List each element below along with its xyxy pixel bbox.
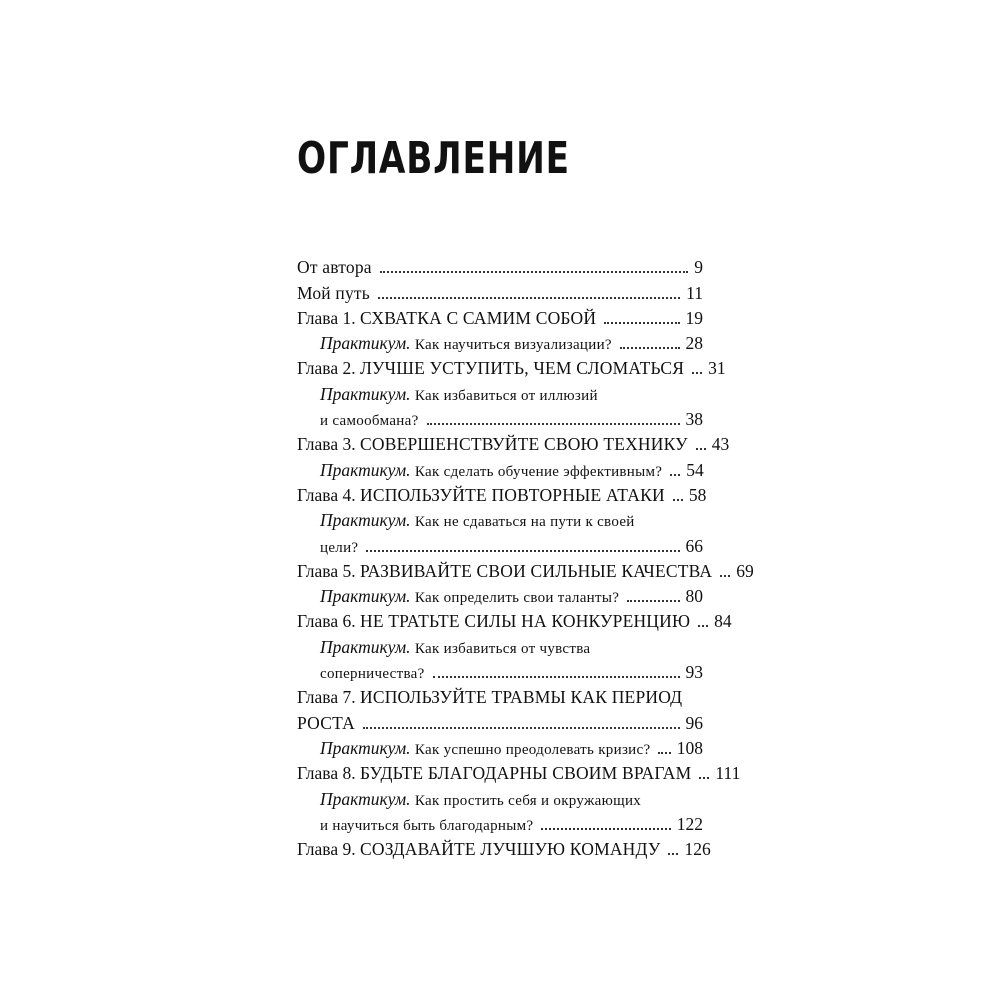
toc-entry [297, 304, 703, 329]
dot-leader [673, 499, 683, 501]
toc-entry-text [297, 434, 688, 455]
chapter-title: СХВАТКА С САМИМ СОБОЙ [359, 307, 597, 328]
dot-leader [363, 727, 680, 729]
toc-entry-text [297, 687, 682, 708]
practicum-title: Как простить себя и окружающих [414, 792, 642, 809]
practicum-text [320, 409, 419, 430]
practicum-title: Как определить свои таланты? [414, 590, 620, 607]
practicum-entry [297, 582, 703, 607]
practicum-text [320, 333, 612, 354]
practicum-title: и научиться быть благодарным? [320, 817, 534, 834]
toc-entry-text [297, 283, 370, 304]
table-of-contents [297, 253, 754, 860]
dot-leader [427, 423, 680, 425]
chapter-title: СОВЕРШЕНСТВУЙТЕ СВОЮ ТЕХНИКУ [359, 434, 688, 455]
chapter-title: ЛУЧШЕ УСТУПИТЬ, ЧЕМ СЛОМАТЬСЯ [359, 358, 685, 379]
page-number: 69 [736, 560, 754, 581]
toc-entry [297, 278, 703, 303]
practicum-text [320, 460, 662, 481]
chapter-title: НЕ ТРАТЬТЕ СИЛЫ НА КОНКУРЕНЦИЮ [359, 611, 691, 632]
toc-entry-continuation [297, 708, 703, 733]
toc-entry [297, 354, 726, 379]
practicum-title: Как избавиться от чувства [414, 640, 591, 657]
practicum-title: Как не сдаваться на пути к своей [414, 514, 635, 531]
practicum-text [320, 814, 533, 835]
toc-entry [297, 557, 754, 582]
practicum-prefix: Практикум. [320, 510, 411, 531]
chapter-title: ИСПОЛЬЗУЙТЕ ТРАВМЫ КАК ПЕРИОД [359, 687, 683, 708]
toc-entry [297, 481, 707, 506]
practicum-entry [297, 734, 703, 759]
practicum-prefix: Практикум. [320, 459, 411, 480]
practicum-text [320, 662, 425, 683]
practicum-entry [297, 379, 703, 404]
practicum-text [320, 384, 598, 405]
practicum-title: Как сделать обучение эффективным? [414, 463, 663, 480]
practicum-prefix: Практикум. [320, 788, 411, 809]
dot-leader [380, 271, 689, 273]
page-number: 54 [686, 459, 704, 480]
dot-leader [670, 474, 680, 476]
toc-entry-title: Мой путь [297, 282, 370, 303]
page-number: 38 [685, 409, 703, 430]
chapter-title: РАЗВИВАЙТЕ СВОИ СИЛЬНЫЕ КАЧЕСТВА [359, 560, 713, 581]
practicum-title: соперничества? [320, 666, 425, 683]
chapter-label: Глава 6. [297, 611, 356, 632]
dot-leader [698, 625, 708, 627]
dot-leader [366, 550, 679, 552]
toc-entry-text [297, 485, 665, 506]
dot-leader [668, 853, 678, 855]
dot-leader [696, 448, 706, 450]
practicum-text [320, 738, 650, 759]
practicum-text [320, 586, 619, 607]
chapter-title: РОСТА [297, 712, 355, 733]
page-number: 43 [711, 434, 730, 455]
dot-leader [720, 575, 730, 577]
page-number: 108 [676, 737, 703, 758]
toc-entry-text [297, 763, 691, 784]
dot-leader [627, 600, 679, 602]
page-number: 126 [684, 839, 711, 860]
chapter-label: Глава 3. [297, 434, 356, 455]
chapter-label: Глава 4. [297, 484, 356, 505]
chapter-label: Глава 2. [297, 358, 356, 379]
practicum-prefix: Практикум. [320, 383, 411, 404]
toc-entry [297, 835, 711, 860]
practicum-title: и самообмана? [320, 413, 419, 430]
practicum-prefix: Практикум. [320, 586, 411, 607]
practicum-text [320, 510, 635, 531]
practicum-entry-continuation [297, 658, 703, 683]
practicum-entry-continuation [297, 810, 703, 835]
toc-entry-text [297, 839, 660, 860]
chapter-label: Глава 1. [297, 307, 356, 328]
practicum-entry-continuation [297, 405, 703, 430]
toc-entry-text [297, 308, 596, 329]
toc-entry-text [297, 358, 684, 379]
toc-entry [297, 607, 732, 632]
chapter-label: Глава 5. [297, 560, 356, 581]
practicum-text [320, 536, 358, 557]
toc-entry-text [297, 611, 690, 632]
toc-entry-text [297, 257, 372, 278]
dot-leader [699, 777, 709, 779]
practicum-entry [297, 784, 703, 809]
practicum-text [320, 789, 641, 810]
page-number: 58 [688, 484, 707, 505]
page-number: 11 [686, 282, 703, 303]
practicum-entry-continuation [297, 531, 703, 556]
practicum-entry [297, 329, 703, 354]
chapter-label: Глава 9. [297, 839, 356, 860]
toc-entry-title: От автора [297, 257, 372, 278]
page-number: 96 [685, 712, 703, 733]
chapter-label: Глава 7. [297, 687, 356, 708]
practicum-prefix: Практикум. [320, 636, 411, 657]
chapter-title: ИСПОЛЬЗУЙТЕ ПОВТОРНЫЕ АТАКИ [359, 484, 665, 505]
toc-entry [297, 759, 741, 784]
page-title: ОГЛАВЛЕНИЕ [297, 133, 570, 184]
practicum-title: Как избавиться от иллюзий [414, 387, 598, 404]
practicum-entry [297, 455, 703, 480]
page-number: 19 [685, 307, 703, 328]
practicum-prefix: Практикум. [320, 737, 411, 758]
dot-leader [541, 828, 670, 830]
page-number: 9 [694, 257, 703, 278]
page-number: 31 [708, 358, 726, 379]
practicum-entry [297, 632, 703, 657]
page-number: 111 [715, 763, 741, 784]
practicum-prefix: Практикум. [320, 333, 411, 354]
dot-leader [620, 347, 680, 349]
practicum-text [320, 637, 590, 658]
practicum-title: Как успешно преодолевать кризис? [414, 741, 651, 758]
dot-leader [692, 372, 702, 374]
page-number: 93 [685, 662, 703, 683]
dot-leader [433, 676, 680, 678]
practicum-title: цели? [320, 539, 359, 556]
dot-leader [378, 297, 680, 299]
practicum-title: Как научиться визуализации? [414, 337, 612, 354]
chapter-title: СОЗДАВАЙТЕ ЛУЧШУЮ КОМАНДУ [359, 839, 661, 860]
dot-leader [604, 322, 679, 324]
toc-entry [297, 683, 703, 708]
chapter-label: Глава 8. [297, 763, 356, 784]
toc-entry [297, 253, 703, 278]
page-number: 80 [685, 586, 703, 607]
page-number: 28 [685, 333, 703, 354]
practicum-entry [297, 506, 703, 531]
page-number: 122 [676, 813, 703, 834]
dot-leader [658, 752, 670, 754]
page-number: 66 [685, 535, 703, 556]
page-number: 84 [714, 611, 732, 632]
chapter-title: БУДЬТЕ БЛАГОДАРНЫ СВОИМ ВРАГАМ [359, 763, 692, 784]
toc-entry-text [297, 561, 712, 582]
toc-entry [297, 430, 730, 455]
